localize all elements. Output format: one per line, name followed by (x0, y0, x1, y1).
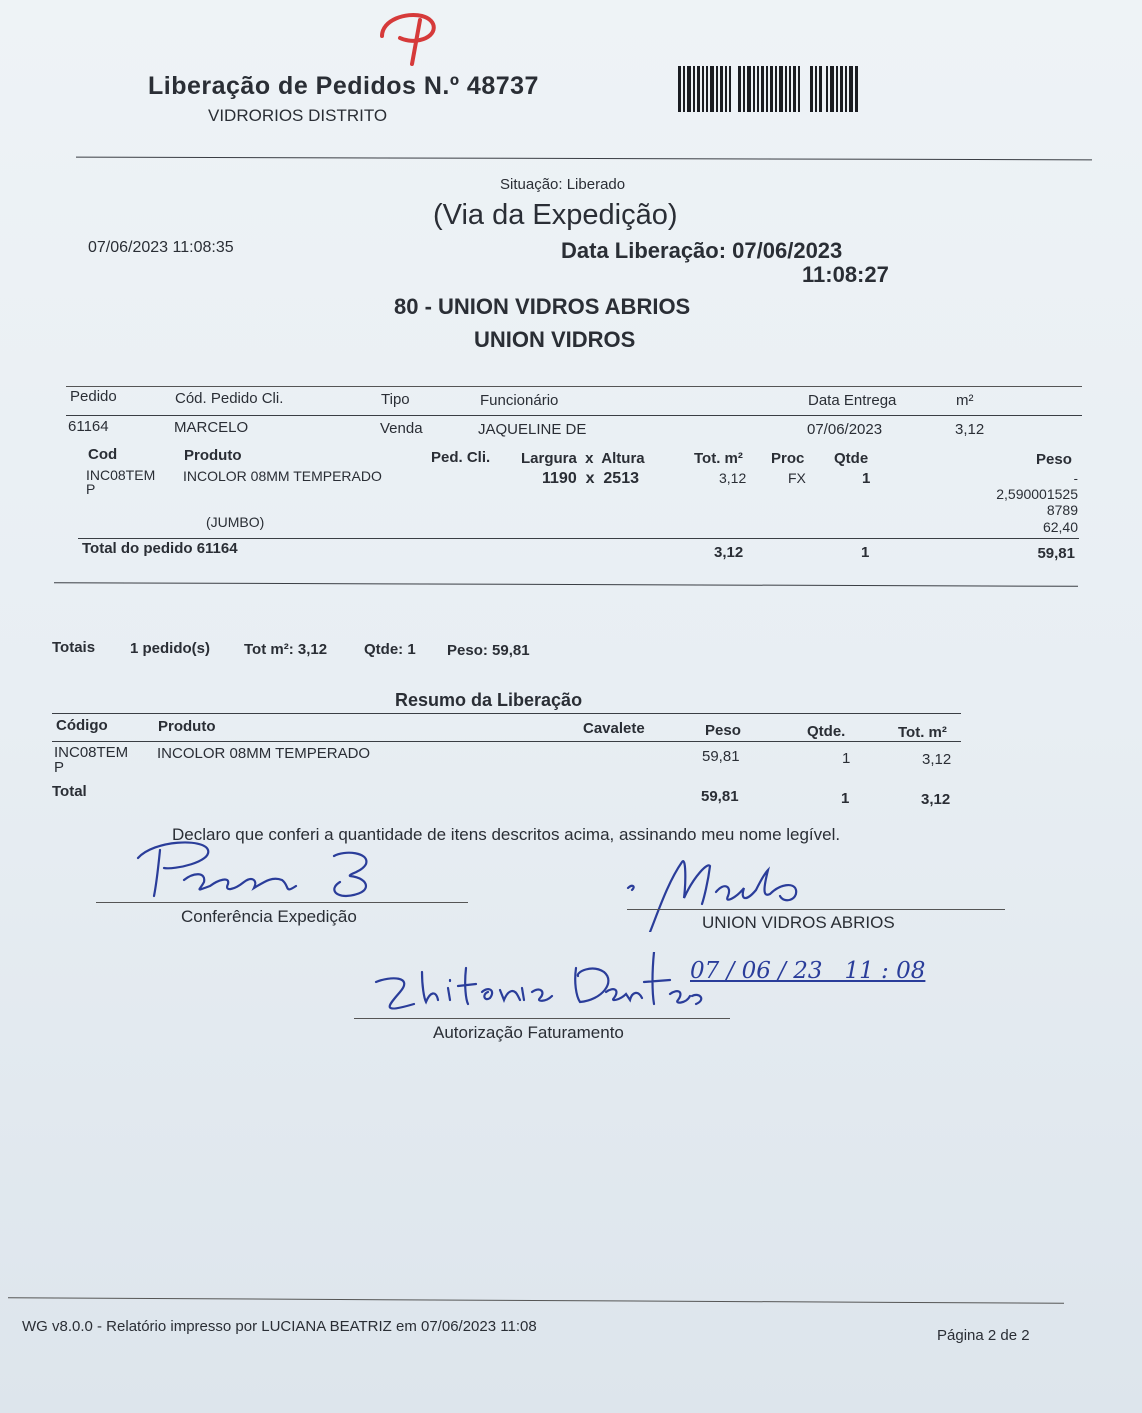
resumo-col-tot-m2: Tot. m² (898, 724, 947, 741)
hora-liberacao: 11:08:27 (802, 262, 889, 287)
order-total-label: Total do pedido 61164 (82, 540, 238, 557)
footer-rule (8, 1297, 1064, 1304)
conferencia-label: Conferência Expedição (181, 907, 357, 926)
resumo-row-qtde: 1 (842, 750, 851, 767)
item-tot-m2: 3,12 (719, 470, 747, 486)
item-proc: FX (788, 470, 806, 486)
resumo-top-rule (52, 713, 961, 714)
order-total-m2: 3,12 (714, 544, 744, 561)
resumo-col-cavalete: Cavalete (583, 720, 645, 737)
footer-printed-by: WG v8.0.0 - Relatório impresso por LUCIANA BEATRIZ em 07/06/2023 11:08 (22, 1318, 537, 1335)
resumo-title: Resumo da Liberação (395, 690, 583, 710)
declaration-text: Declaro que conferi a quantidade de itens descritos acima, assinando meu nome legível. (172, 825, 841, 844)
resumo-row-produto: INCOLOR 08MM TEMPERADO (157, 745, 371, 762)
situacao-text: Situação: Liberado (500, 176, 626, 193)
resumo-col-peso: Peso (705, 722, 741, 739)
red-p-mark-icon (376, 10, 446, 66)
resumo-row-codigo-line2: P (54, 759, 65, 776)
order-table-header-rule (66, 415, 1082, 416)
resumo-header-rule (52, 741, 961, 742)
item-col-cod: Cod (88, 446, 118, 463)
item-col-qtde: Qtde (834, 450, 869, 467)
totais-pedidos: 1 pedido(s) (130, 640, 211, 657)
order-table-top-rule (66, 386, 1082, 387)
resumo-total-label: Total (52, 783, 87, 800)
resumo-total-peso: 59,81 (701, 788, 739, 805)
col-data-entrega: Data Entrega (808, 392, 897, 409)
resumo-row-codigo-line1: INC08TEM (54, 744, 129, 761)
data-liberacao: Data Liberação: 07/06/2023 (561, 238, 843, 263)
order-row-pedido: 61164 (68, 418, 109, 435)
col-tipo: Tipo (381, 391, 410, 408)
item-cod-line1: INC08TEM (86, 467, 156, 483)
company-name: VIDRORIOS DISTRITO (208, 106, 388, 125)
resumo-row-peso: 59,81 (702, 748, 740, 765)
item-qtde: 1 (862, 470, 871, 487)
item-peso-line4: 62,40 (1042, 519, 1078, 535)
resumo-total-qtde: 1 (841, 790, 850, 807)
item-col-peso: Peso (1036, 451, 1072, 468)
item-total-rule (78, 538, 1079, 539)
item-produto: INCOLOR 08MM TEMPERADO (183, 468, 382, 484)
signature-line-autorizacao (354, 1018, 730, 1019)
order-row-data-entrega: 07/06/2023 (807, 421, 883, 438)
signature-line-conferencia (96, 902, 468, 903)
order-row-cod-pedido-cli: MARCELO (174, 419, 249, 436)
resumo-row-tot-m2: 3,12 (922, 751, 952, 768)
col-pedido: Pedido (70, 388, 117, 405)
item-peso-line2: 2,590001525 (996, 486, 1078, 502)
totais-qtde: Qtde: 1 (364, 641, 416, 658)
item-peso-line3: 8789 (1046, 502, 1078, 518)
resumo-col-codigo: Código (56, 717, 108, 734)
order-row-tipo: Venda (380, 420, 423, 437)
footer-page-number: Página 2 de 2 (937, 1327, 1030, 1344)
col-cod-pedido-cli: Cód. Pedido Cli. (175, 390, 284, 407)
header-divider (76, 157, 1092, 161)
totais-peso: Peso: 59,81 (447, 642, 530, 659)
item-peso-line1: - (1073, 471, 1078, 486)
handwritten-date: 07 / 06 / 23 11 : 08 (690, 958, 926, 984)
resumo-total-tot-m2: 3,12 (921, 791, 951, 808)
barcode-icon (678, 66, 858, 112)
order-total-peso: 59,81 (1037, 545, 1075, 562)
print-timestamp: 07/06/2023 11:08:35 (88, 239, 234, 256)
client-name-line1: 80 - UNION VIDROS ABRIOS (394, 294, 691, 319)
via-heading: (Via da Expedição) (433, 199, 678, 231)
order-total-qtde: 1 (861, 544, 870, 561)
item-col-tot-m2: Tot. m² (694, 450, 743, 467)
totais-label: Totais (52, 639, 96, 656)
item-largura-altura: 1190 x 2513 (542, 470, 639, 487)
totais-m2: Tot m²: 3,12 (244, 641, 328, 658)
item-col-ped-cli: Ped. Cli. (431, 449, 491, 466)
order-row-m2: 3,12 (955, 421, 985, 438)
document-title: Liberação de Pedidos N.º 48737 (148, 72, 539, 100)
col-m2: m² (956, 392, 974, 409)
signature-autorizacao-icon (370, 952, 710, 1022)
autorizacao-label: Autorização Faturamento (433, 1023, 624, 1042)
client-name-line2: UNION VIDROS (474, 327, 636, 352)
item-col-largura-altura: Largura x Altura (521, 450, 645, 467)
item-col-proc: Proc (771, 450, 805, 467)
order-table-bottom-rule (54, 582, 1078, 587)
item-cod-line2: P (86, 481, 96, 497)
col-funcionario: Funcionário (480, 392, 559, 409)
resumo-col-produto: Produto (158, 718, 216, 735)
order-row-funcionario: JAQUELINE DE (478, 421, 587, 438)
item-col-produto: Produto (184, 447, 242, 464)
signature-conferencia-icon (134, 836, 394, 906)
resumo-col-qtde: Qtde. (807, 723, 846, 740)
signature-line-union (627, 909, 1005, 910)
union-label: UNION VIDROS ABRIOS (702, 913, 895, 932)
item-produto-extra: (JUMBO) (206, 514, 265, 530)
